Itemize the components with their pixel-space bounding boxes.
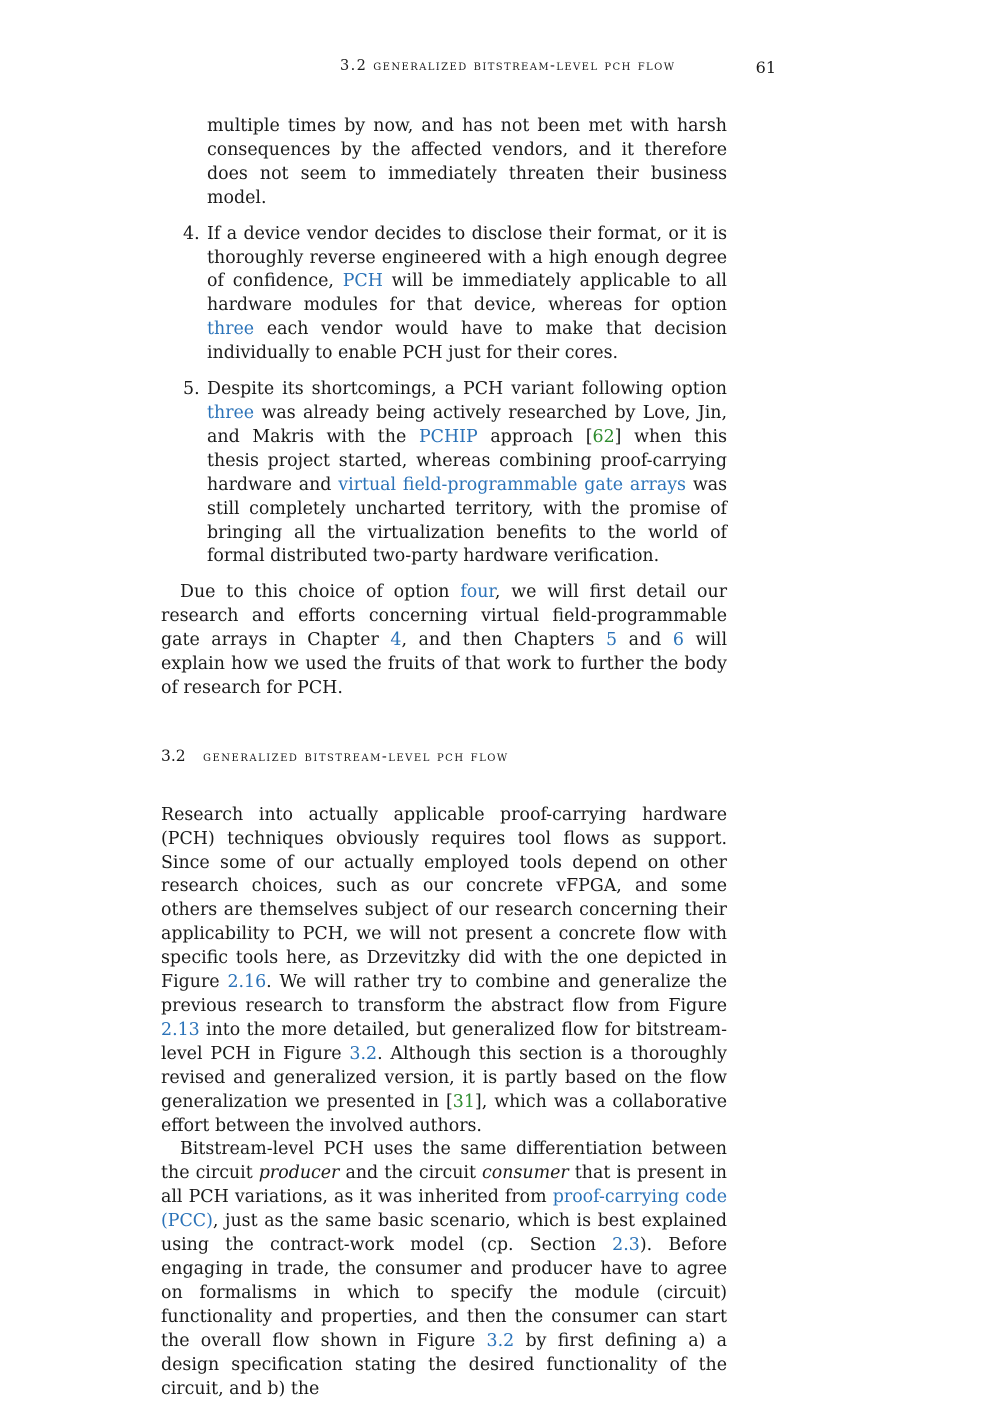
text-span: ). Before engaging in trade, the consumer and producer have to agree on formalisms in which to specify the module (circuit) functionality and properties, and then the consumer can start the overall flow shown in Figure <box>161 1235 727 1351</box>
list-item-continuation: multiple times by now, and has not been met with harsh consequences by the affected vendors, and it therefore does not seem to immediately threaten their business model. <box>207 116 727 208</box>
figure-link-2-13[interactable]: 2.13 <box>161 1019 200 1040</box>
chapter-link-6[interactable]: 6 <box>672 630 684 651</box>
emphasis-consumer: consumer <box>482 1163 569 1184</box>
paragraph-bitstream <box>161 1138 727 1401</box>
text-span: will be immediately applicable to all hardware modules for that device, whereas for option <box>207 271 727 316</box>
text-span: . Although this section is a thoroughly revised and generalized version, it is partly based on the flow generalization we presented in [ <box>161 1043 727 1112</box>
text-span: ], which was a collaborative effort between the involved authors. <box>161 1091 727 1136</box>
section-link-2-3[interactable]: 2.3 <box>612 1235 640 1256</box>
text-span: , we will first detail our research and efforts concerning virtual field-programmable gate arrays in Chapter <box>161 582 728 651</box>
acronym-link-pcc[interactable]: proof-carrying code (PCC) <box>161 1187 728 1232</box>
figure-link-2-16[interactable]: 2.16 <box>227 972 267 993</box>
body-text <box>161 115 727 1401</box>
chapter-link-5[interactable]: 5 <box>605 630 618 651</box>
text-span: by first defining a) a design specification stating the desired functionality of the circuit, and b) the <box>161 1330 727 1399</box>
crossref-link-option-four[interactable]: four <box>460 582 495 603</box>
text-span: Despite its shortcomings, a PCH variant following option <box>207 379 727 400</box>
text-span: Bitstream-level PCH uses the same differentiation between the circuit <box>161 1139 727 1184</box>
page-number: 61 <box>755 58 776 77</box>
acronym-link-pchip[interactable]: PCHIP <box>418 426 478 447</box>
list-number: 5. <box>183 379 200 400</box>
list-number: 4. <box>183 223 200 244</box>
citation-link-31[interactable]: 31 <box>452 1091 475 1112</box>
text-span: and <box>628 630 662 651</box>
text-span: Research into actually applicable proof-carrying hardware (PCH) techniques obviously requires tool flows as support. Since some of our actually employed tools depend on other research choices, such as our concrete vFPGA, and some others are themselves subject of our research concerning their applicability to PCH, we will not present a concrete flow with specific tools here, as Drzevitzky did with the one depicted in Figure <box>161 804 727 993</box>
text-span: , and then Chapters <box>401 630 595 651</box>
text-span: . We will rather try to combine and generalize the previous research to transform the abstract flow from Figure <box>161 972 727 1016</box>
text-span: that is present in all PCH variations, as it was inherited from <box>161 1163 727 1208</box>
emphasis-producer: producer <box>258 1163 340 1184</box>
text-span: each vendor would have to make that decision individually to enable PCH just for their cores. <box>207 319 727 364</box>
crossref-link-option-three[interactable]: three <box>207 319 255 340</box>
acronym-link-vfpga[interactable]: virtual field-programmable gate arrays <box>338 474 686 495</box>
text-span: approach [ <box>490 426 593 447</box>
section-heading <box>161 745 727 770</box>
text-span: will explain how we used the fruits of that work to further the body of research for PCH. <box>161 630 728 698</box>
text-span: was already being actively researched by Love, Jin, and Makris with the <box>207 402 728 447</box>
paragraph-research <box>161 804 727 1139</box>
list-item-5 <box>161 378 727 569</box>
text-span: ] when this thesis project started, whereas combining proof-carrying hardware and <box>207 426 727 495</box>
text-span: Due to this choice of option <box>180 582 450 603</box>
figure-link-3-2[interactable]: 3.2 <box>349 1043 378 1064</box>
section-number: 3.2 <box>161 746 186 765</box>
text-span: was still completely uncharted territory, with the promise of bringing all the virtualization benefits to the world of formal distributed two-party hardware verification. <box>207 474 728 567</box>
chapter-link-4[interactable]: 4 <box>390 630 402 651</box>
text-span: and the circuit <box>345 1163 476 1184</box>
text-span: If a device vendor decides to disclose their format, or it is thoroughly reverse engineered with a high enough degree of confidence, <box>207 223 727 292</box>
citation-link-62[interactable]: 62 <box>592 426 615 447</box>
crossref-link-option-three[interactable]: three <box>207 402 255 423</box>
running-header <box>340 58 776 80</box>
figure-link-3-2[interactable]: 3.2 <box>486 1330 515 1351</box>
section-title: generalized bitstream-level pch flow <box>203 748 509 765</box>
running-header-title: 3.2 generalized bitstream-level pch flow <box>340 58 676 74</box>
paragraph-option-choice <box>161 581 727 701</box>
text-span: , just as the same basic scenario, which is best explained using the contract-work model (cp. Section <box>161 1211 727 1256</box>
text-span: into the more detailed, but generalized flow for bitstream-level PCH in Figure <box>161 1019 728 1064</box>
acronym-link-pch[interactable]: PCH <box>342 271 383 292</box>
list-item-4 <box>161 223 727 366</box>
